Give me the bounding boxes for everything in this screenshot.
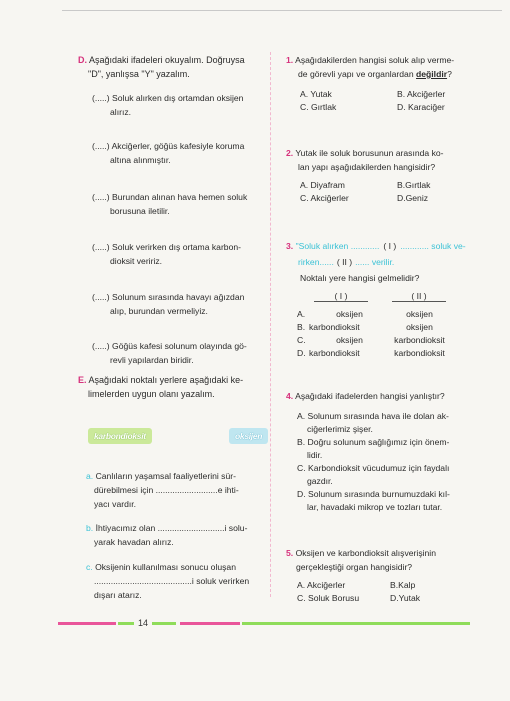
q2-option-d[interactable]: D.Geniz [397,193,429,203]
question-3-stem [286,238,486,270]
true-false-item-6 [92,339,277,367]
question-3-stem-part1: "Soluk alırken [295,241,351,251]
item-6-line2: revli yapılardan biridir. [110,355,194,365]
question-2-line1: Yutak ile soluk borusunun arasında ko- [295,148,444,158]
section-d-instruction-line1: Aşağıdaki ifadeleri okuyalım. Doğruysa [89,55,245,65]
footer-bar-pink-right [180,622,240,625]
q4-option-c[interactable] [297,462,475,487]
item-5-line1: (.....) Solunum sırasında havayı ağızdan [92,292,245,302]
question-1 [286,53,486,81]
fill-item-a-letter: a. [86,471,94,481]
question-1-emphasis: değildir [416,69,448,79]
fill-item-b [86,521,272,549]
true-false-item-3 [92,190,277,218]
question-3-stem-part4: verilir. [369,257,395,267]
q3-option-b[interactable] [297,321,305,333]
fill-item-c-line2: .........................................i soluk verirken [94,576,250,586]
section-d-instruction-line2: "D", yanlışsa "Y" yazalım. [88,69,190,79]
q3-column-head-I: ( I ) [314,291,368,302]
fill-item-b-line1: İhtiyacımız olan ............................i solu- [95,523,248,533]
section-d-instruction [78,53,268,81]
column-divider [270,52,271,597]
true-false-item-1 [92,91,277,119]
item-4-line2: dioksit veririz. [110,256,163,266]
q3-column-head-II: ( II ) [392,291,446,302]
fill-item-a-line1: Canlıların yaşamsal faaliyetlerini sür- [95,471,236,481]
q1-option-b[interactable]: B. Akciğerler [397,89,446,99]
q4-option-c-line2: gazdır. [307,475,333,486]
question-1-line1: Aşağıdakilerden hangisi soluk alıp verme- [295,55,455,65]
question-5-number: 5. [286,548,294,558]
q4-option-a-line1: A. Solunum sırasında hava ile dolan ak- [297,411,449,421]
q4-option-b-line2: lidir. [307,449,323,460]
q5-option-c[interactable]: C. Soluk Borusu [297,593,360,603]
question-5-line1: Oksijen ve karbondioksit alışverişinin [295,548,436,558]
question-5 [286,546,486,574]
item-4-line1: (.....) Soluk verirken dış ortama karbon- [92,242,242,252]
q2-option-b[interactable]: B.Gırtlak [397,180,431,190]
question-4-number: 4. [286,391,294,401]
q5-option-a[interactable]: A. Akciğerler [297,580,346,590]
footer-bar-pink-left [58,622,116,625]
q4-option-a[interactable] [297,410,475,435]
section-e-instruction [78,373,270,401]
footer-bar-green-mid [152,622,176,625]
q4-option-c-line1: C. Karbondioksit vücudumuz için faydalı [297,463,450,473]
q4-option-d-line1: D. Solunum sırasında burnumuzdaki kıl- [297,489,450,499]
q3-option-c-letter: C. [297,335,306,345]
question-3-dots3: ...... [319,257,334,267]
q1-option-d[interactable]: D. Karaciğer [397,102,445,112]
section-e-instruction-line2: limelerden uygun olanı yazalım. [88,389,215,399]
section-e-instruction-line1: Aşağıdaki noktalı yerlere aşağıdaki ke- [88,375,244,385]
question-3-dots2: ............ [400,241,429,251]
fill-item-c-line3: dışarı atarız. [94,590,142,600]
q3-option-d-col2: karbondioksit [394,348,445,358]
section-e-letter: E. [78,375,87,385]
question-3-blank-I: ( I ) [383,241,397,251]
footer-bar-green-left [118,622,134,625]
q3-option-b-col2: oksijen [406,322,433,332]
question-3-stem-part2: soluk ve- [428,241,466,251]
question-1-number: 1. [286,55,294,65]
question-1-line2 [286,69,452,79]
q4-option-b-line1: B. Doğru solunum sağlığımız için önem- [297,437,450,447]
item-1-line2: alırız. [110,107,132,117]
question-3-stem-part3: rirken [298,257,320,267]
q1-option-c[interactable]: C. Gırtlak [300,102,337,112]
q4-option-d-line2: lar, havadaki mikrop ve tozları tutar. [307,501,443,512]
q3-option-a-col2: oksijen [406,309,433,319]
q4-option-a-line2: ciğerlerimiz şişer. [307,423,373,434]
item-5-line2: alıp, burundan vermeliyiz. [110,306,208,316]
q3-option-b-col1: karbondioksit [309,322,360,332]
question-5-line2: gerçekleştiği organ hangisidir? [296,562,413,572]
q2-option-c[interactable]: C. Akciğerler [300,193,349,203]
q3-option-a-col1: oksijen [336,309,363,319]
item-6-line1: (.....) Göğüs kafesi solunum olayında gö- [92,341,247,351]
q4-option-d[interactable] [297,488,475,513]
question-2-number: 2. [286,148,294,158]
item-3-line1: (.....) Burundan alınan hava hemen soluk [92,192,248,202]
q1-option-a[interactable]: A. Yutak [300,89,332,99]
item-2-line2: altına alınmıştır. [110,155,171,165]
fill-item-a [86,469,272,511]
question-1-qmark: ? [447,69,452,79]
question-2-line2: lan yapı aşağıdakilerden hangisidir? [298,162,436,172]
q3-option-d[interactable] [297,347,306,359]
question-3-dots1: ............ [350,241,380,251]
item-3-line2: borusuna iletilir. [110,206,170,216]
question-2 [286,146,486,174]
q4-option-b[interactable] [297,436,475,461]
fill-item-a-line2: dürebilmesi için ..........................e ihti- [94,485,239,495]
fill-item-b-letter: b. [86,523,94,533]
question-1-line2-text: de görevli yapı ve organlardan [298,69,417,79]
fill-item-b-line2: yarak havadan alırız. [94,537,174,547]
top-rule [62,10,502,11]
true-false-item-5 [92,290,277,318]
question-3-dots4: ...... [355,257,370,267]
question-3-number: 3. [286,241,294,251]
q2-option-a[interactable]: A. Diyafram [300,180,345,190]
word-chip-karbondioksit: karbondioksit [88,428,152,444]
q3-option-d-letter: D. [297,348,306,358]
page-number: 14 [138,618,149,628]
fill-item-c [86,560,272,602]
fill-item-c-letter: c. [86,562,93,572]
q3-option-c-col1: oksijen [336,335,363,345]
q5-option-b[interactable]: B.Kalp [390,580,416,590]
q3-option-a-letter: A. [297,309,306,319]
true-false-item-4 [92,240,277,268]
question-4-stem [286,391,445,401]
fill-item-c-line1: Oksijenin kullanılması sonucu oluşan [95,562,236,572]
word-chip-oksijen: oksijen [229,428,268,444]
q5-option-d[interactable]: D.Yutak [390,593,421,603]
item-1-line1: (.....) Soluk alırken dış ortamdan oksijen [92,93,244,103]
q3-option-b-letter: B. [297,322,306,332]
footer-bar-green-right [242,622,470,625]
q3-option-c-col2: karbondioksit [394,335,445,345]
question-4-text: Aşağıdaki ifadelerden hangisi yanlıştır? [295,391,445,401]
question-3-question: Noktalı yere hangisi gelmelidir? [300,273,420,283]
question-3-blank-II: ( II ) [336,257,353,267]
item-2-line1: (.....) Akciğerler, göğüs kafesiyle koruma [92,141,245,151]
section-d-letter: D. [78,55,87,65]
q3-option-d-col1: karbondioksit [309,348,360,358]
fill-item-a-line3: yacı vardır. [94,499,137,509]
true-false-item-2 [92,139,277,167]
